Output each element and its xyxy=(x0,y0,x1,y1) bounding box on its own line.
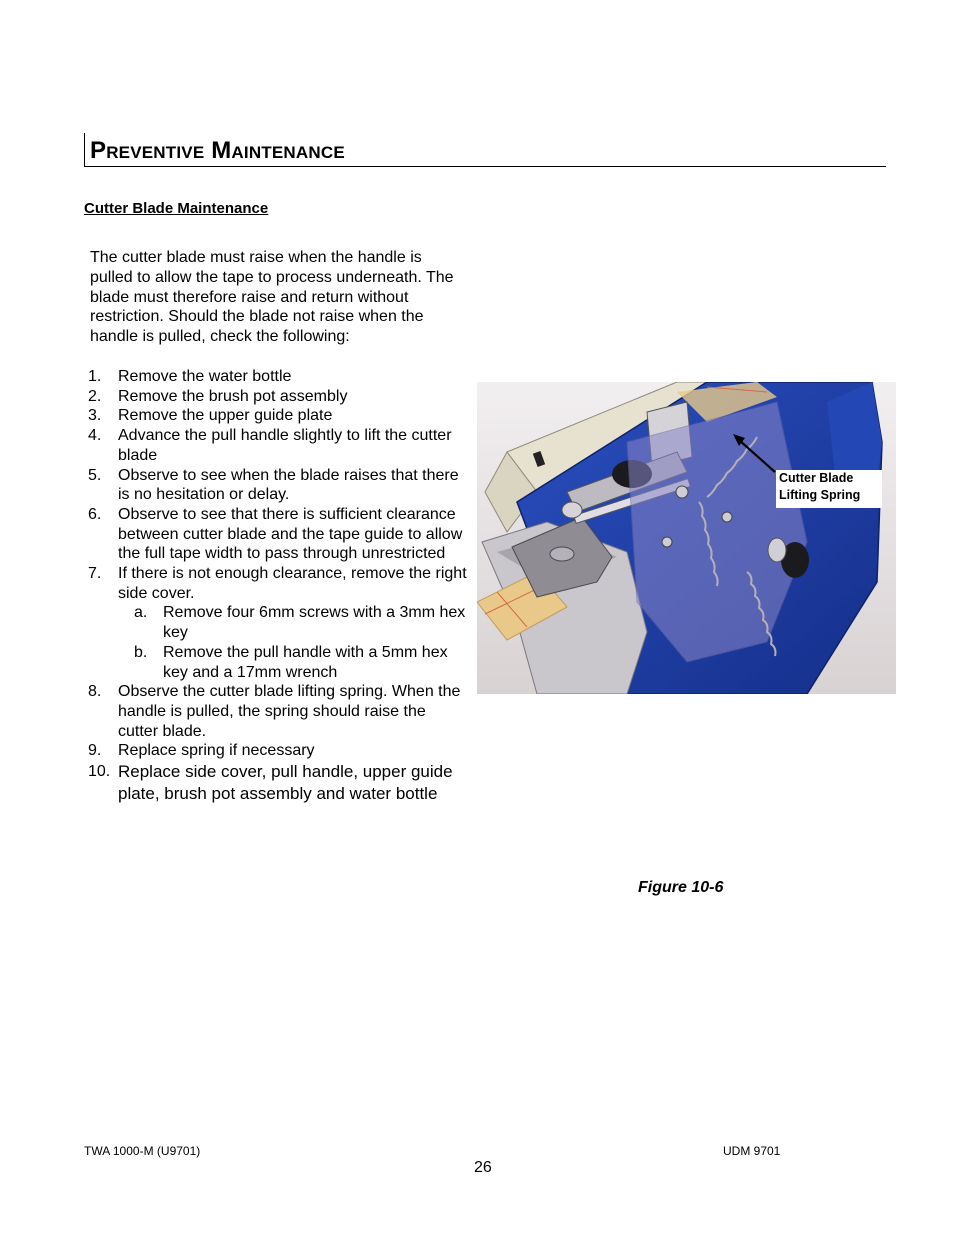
step-number: 2. xyxy=(88,387,102,405)
step-text: If there is not enough clearance, remove the right side cover. xyxy=(118,565,467,602)
step-text: Advance the pull handle slightly to lift the cutter blade xyxy=(118,427,452,464)
substep-letter: b. xyxy=(134,643,148,661)
step-number: 4. xyxy=(88,427,102,445)
page-title: Preventive Maintenance xyxy=(90,137,345,164)
substep-letter: a. xyxy=(134,604,148,622)
step-number: 1. xyxy=(88,368,102,385)
step-text: Replace spring if necessary xyxy=(118,742,315,760)
step-text: Observe to see that there is sufficient clearance between cutter blade and the tape guide to allow the full tape width to pass through unrestricted xyxy=(118,505,463,563)
step-number: 8. xyxy=(88,683,102,701)
section-heading: Cutter Blade Maintenance xyxy=(84,200,269,217)
figure-caption: Figure 10-6 xyxy=(638,879,724,896)
list-item xyxy=(88,466,468,505)
callout-line-2: Lifting Spring xyxy=(779,488,861,502)
figure-callout-label xyxy=(776,470,882,508)
list-item xyxy=(88,505,468,564)
list-item xyxy=(88,367,468,387)
cutter-mechanism-drawing xyxy=(477,382,896,694)
step-number: 5. xyxy=(88,466,102,484)
step-number: 3. xyxy=(88,407,102,425)
list-item xyxy=(88,406,468,426)
machine-illustration xyxy=(477,382,896,694)
callout-line-1: Cutter Blade xyxy=(779,471,854,485)
step-number: 6. xyxy=(88,505,102,523)
substep-text: Remove four 6mm screws with a 3mm hex key xyxy=(163,604,466,642)
footer-model: UDM 9701 xyxy=(723,1144,781,1158)
steps-list xyxy=(88,367,468,805)
intro-paragraph: The cutter blade must raise when the handle is pulled to allow the tape to process underneath. The blade must therefore raise and return without restriction. Should the blade not raise when the handle is pulled, check the following: xyxy=(90,249,454,346)
list-item xyxy=(88,426,468,465)
step-number: 10. xyxy=(88,763,111,781)
page-number: 26 xyxy=(474,1159,492,1176)
footer-document-id: TWA 1000-M (U9701) xyxy=(84,1144,201,1158)
section-title-bar xyxy=(84,133,886,167)
list-item xyxy=(88,761,468,805)
substep-text: Remove the pull handle with a 5mm hex key and a 17mm wrench xyxy=(163,643,448,681)
step-text: Observe the cutter blade lifting spring. When the handle is pulled, the spring should raise the cutter blade. xyxy=(118,683,461,740)
list-item xyxy=(88,682,468,741)
sub-list-item xyxy=(88,603,468,642)
sub-list-item xyxy=(88,643,468,682)
step-text: Replace side cover, pull handle, upper guide plate, brush pot assembly and water bottle xyxy=(118,762,453,804)
list-item xyxy=(88,564,468,603)
step-number: 7. xyxy=(88,565,102,583)
list-item xyxy=(88,741,468,761)
list-item xyxy=(88,387,468,407)
step-text: Remove the brush pot assembly xyxy=(118,387,348,405)
step-text: Remove the upper guide plate xyxy=(118,407,333,425)
step-text: Remove the water bottle xyxy=(118,368,292,385)
step-text: Observe to see when the blade raises that there is no hesitation or delay. xyxy=(118,466,459,504)
step-number: 9. xyxy=(88,742,102,760)
